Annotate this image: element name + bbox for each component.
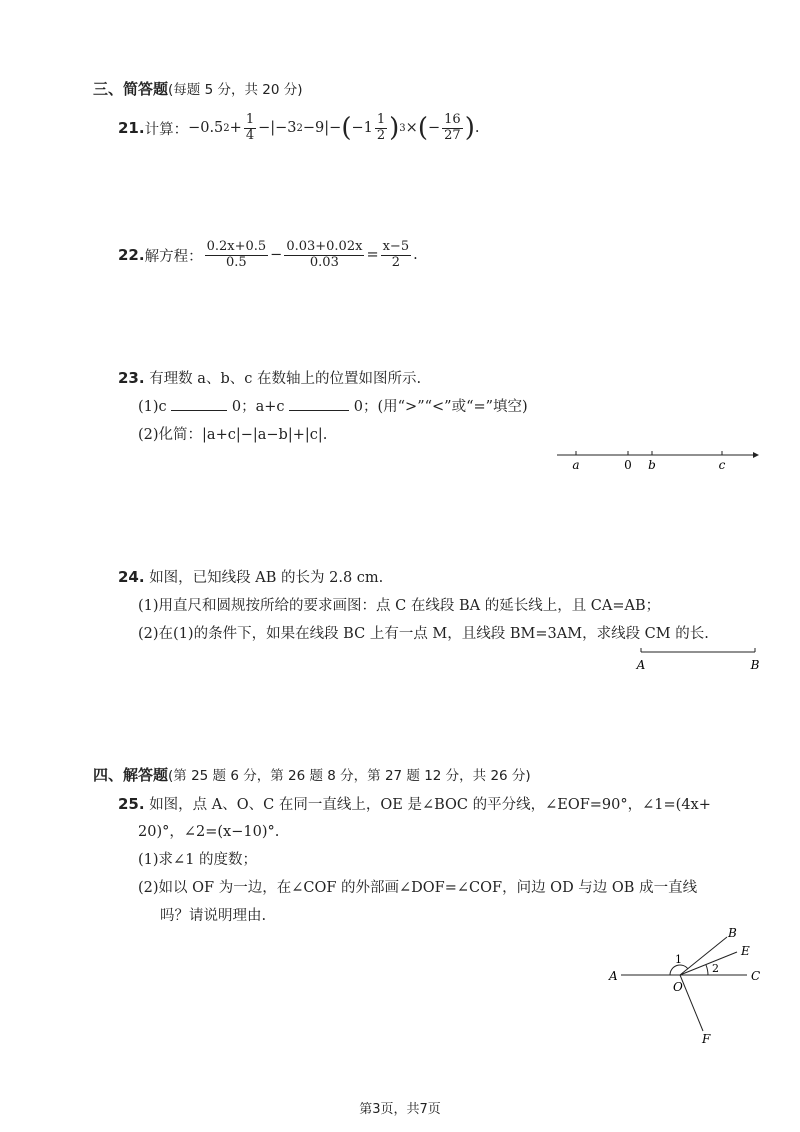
q25-part2a: (2)如以 OF 为一边，在∠COF 的外部画∠DOF=∠COF，问边 OD 与边 OB 成一直线: [138, 880, 698, 896]
q21-part1: −0.5: [188, 120, 224, 136]
q22-end: .: [413, 247, 418, 263]
q23-p1-b: 0；a+c: [231, 399, 285, 415]
q23-p1-c: 0；(用“>”“<”或“=”填空): [353, 399, 528, 415]
q25-part2b: 吗？请说明理由.: [160, 908, 267, 924]
q21-part3: −9|−: [302, 120, 342, 136]
q24-number: 24.: [118, 568, 145, 586]
q22-frac1: $\frac{0.2x+0.5}{0.5}$: [206, 238, 267, 270]
q23-part1: [138, 395, 528, 416]
q22-eq: =: [366, 247, 379, 263]
label-B: B: [750, 658, 760, 672]
q21-part2: −|−3: [258, 120, 297, 136]
q21-cube: 3: [399, 122, 406, 134]
label-angle-1: 1: [675, 953, 682, 966]
question-24: [118, 566, 383, 587]
label-b: b: [648, 458, 656, 472]
q22-frac3: $\frac{x-5}{2}$: [382, 238, 410, 270]
q21-number: 21.: [118, 119, 145, 137]
question-23: [118, 367, 421, 388]
q24-stem: 如图，已知线段 AB 的长为 2.8 cm.: [149, 570, 384, 586]
q21-mixed-frac: $\frac{1}{2}$: [376, 111, 386, 143]
section-4-title: 四、解答题: [93, 766, 169, 784]
label-fig-B: B: [728, 926, 737, 940]
q24-part2: (2)在(1)的条件下，如果在线段 BC 上有一点 M，且线段 BM=3AM，求线段 CM 的长.: [138, 626, 709, 642]
angle-2-arc: [706, 965, 708, 975]
number-line-arrow: [753, 452, 759, 458]
section-4-header: [93, 764, 531, 785]
q23-blank-2[interactable]: [289, 396, 349, 411]
q25-part1: (1)求∠1 的度数；: [138, 852, 258, 868]
question-25: [118, 793, 711, 814]
section-3-header: [93, 78, 302, 99]
q21-times: ×: [405, 120, 418, 136]
q23-number: 23.: [118, 369, 145, 387]
q21-sq2: 2: [296, 122, 303, 134]
q21-label: 计算：: [144, 121, 189, 138]
label-fig-C: C: [751, 969, 761, 983]
q21-frac2: $\frac{16}{27}$: [444, 111, 461, 143]
question-22: [118, 235, 418, 275]
q22-label: 解方程：: [144, 248, 203, 265]
label-fig-A: A: [609, 969, 618, 983]
label-fig-O: O: [673, 980, 683, 994]
q22-minus: −: [270, 247, 283, 263]
ray-OE: [680, 952, 737, 975]
section-4-note: (第 25 题 6 分，第 26 题 8 分，第 27 题 12 分，共 26 分): [168, 768, 531, 784]
q21-sq: 2: [223, 122, 230, 134]
question-21: 21. 计算： −0.5 2 + $\frac{1}{4}$ −|−3 2 −9|− ( −1 $\frac{1}{2}$ ) 3 × ( − $\frac{16}{27}$ ) .: [118, 111, 480, 143]
angle-1-arc: [670, 965, 688, 975]
label-0: 0: [624, 458, 632, 472]
q23-p1-a: (1)c: [138, 399, 167, 415]
label-c: c: [718, 458, 726, 472]
ray-OB: [680, 937, 727, 975]
q21-mixed-whole: −1: [351, 120, 373, 136]
q25-number: 25.: [118, 795, 145, 813]
section-3-title: 三、简答题: [93, 80, 169, 98]
label-fig-E: E: [741, 944, 750, 958]
label-a: a: [572, 458, 580, 472]
section-3-note: (每题 5 分，共 20 分): [168, 82, 303, 98]
q22-frac2: $\frac{0.03+0.02x}{0.03}$: [286, 238, 363, 270]
q24-part1: (1)用直尺和圆规按所给的要求画图：点 C 在线段 BA 的延长线上，且 CA=AB；: [138, 598, 661, 614]
page-footer: 第3页，共7页: [359, 1102, 441, 1117]
label-A: A: [636, 658, 646, 672]
q23-stem: 有理数 a、b、c 在数轴上的位置如图所示.: [149, 371, 422, 387]
q22-number: 22.: [118, 246, 145, 264]
q23-part2: (2)化简：|a+c|−|a−b|+|c|.: [138, 427, 328, 443]
label-angle-2: 2: [712, 962, 719, 975]
q21-frac2-prefix: −: [427, 120, 441, 136]
q25-line2: 20)°，∠2=(x−10)°.: [138, 824, 280, 840]
label-fig-F: F: [702, 1032, 711, 1046]
segment-ab-figure: [635, 645, 765, 675]
q21-plus: +: [229, 120, 242, 136]
q23-blank-1[interactable]: [171, 396, 227, 411]
ray-OF: [680, 975, 703, 1031]
number-line-figure: [555, 445, 760, 480]
q21-frac1: $\frac{1}{4}$: [245, 111, 255, 143]
angle-figure: [595, 925, 770, 1050]
q21-end: .: [474, 120, 480, 136]
q25-line1: 如图，点 A、O、C 在同一直线上，OE 是∠BOC 的平分线，∠EOF=90°，∠1=(4x+: [149, 797, 711, 813]
